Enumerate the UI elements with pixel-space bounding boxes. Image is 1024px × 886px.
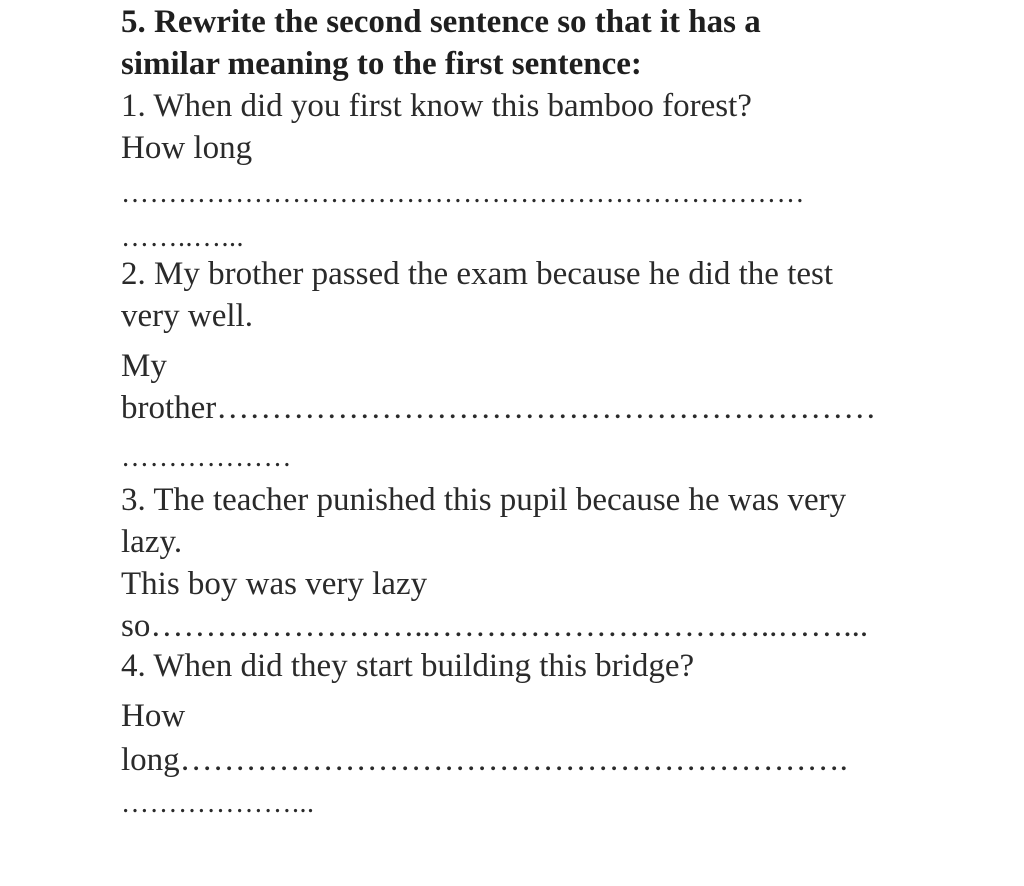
- exercise-heading-line-1: 5. Rewrite the second sentence so that it has a: [121, 4, 761, 40]
- item-1-answer-line-1[interactable]: ………………………………………………………………: [121, 178, 805, 209]
- item-2-prompt-line-2[interactable]: brother……………………………………………………: [121, 390, 877, 426]
- item-3-prompt-line-1: This boy was very lazy: [121, 566, 428, 602]
- item-2-question-line-2: very well.: [121, 298, 253, 334]
- item-4-question: 4. When did they start building this bridge?: [121, 648, 695, 684]
- exercise-heading-line-2: similar meaning to the first sentence:: [121, 46, 642, 82]
- item-3-prompt-line-2[interactable]: so……………………..…………………………..……...: [121, 608, 869, 644]
- item-4-prompt-line-2[interactable]: long…………………………………………………….: [121, 742, 848, 778]
- item-3-question-line-1: 3. The teacher punished this pupil because he was very: [121, 482, 847, 518]
- item-2-question-line-1: 2. My brother passed the exam because he did the test: [121, 256, 834, 292]
- item-4-prompt-line-1: How: [121, 698, 186, 734]
- item-1-question: 1. When did you first know this bamboo forest?: [121, 88, 752, 124]
- item-2-prompt-line-1: My: [121, 348, 167, 384]
- item-3-question-line-2: lazy.: [121, 524, 183, 560]
- item-2-answer-line-2[interactable]: ………………: [121, 442, 292, 473]
- item-4-answer-line-2[interactable]: ………………...: [121, 788, 315, 819]
- item-1-answer-line-2[interactable]: ……..…...: [121, 222, 244, 253]
- item-1-prompt: How long: [121, 130, 253, 166]
